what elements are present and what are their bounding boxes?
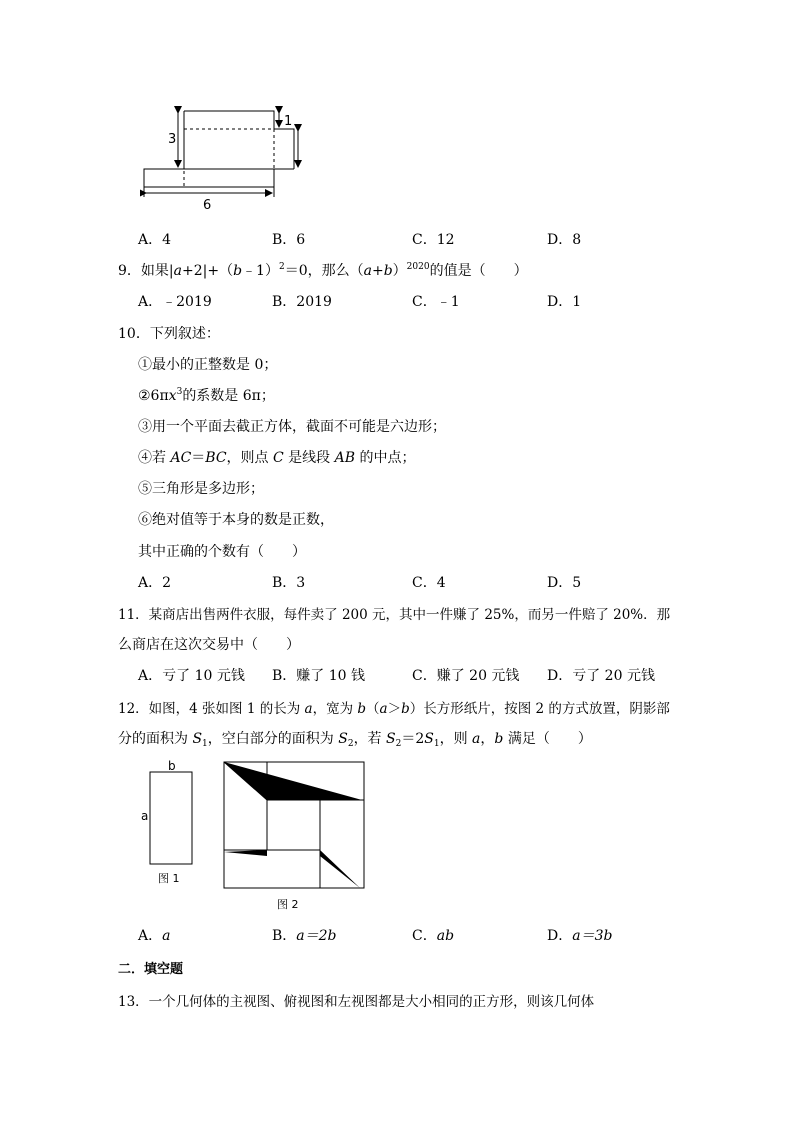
option-c[interactable]: C．ab: [412, 928, 455, 944]
fig1-caption: 图 1: [158, 872, 180, 885]
q10-statement-4: ④若 AC＝BC，则点 C 是线段 AB 的中点；: [138, 450, 416, 466]
option-d[interactable]: D．a＝3b: [547, 928, 613, 944]
option-a[interactable]: A．a: [138, 928, 171, 944]
q12-figure-1: [136, 758, 206, 888]
q8-label-1: 1: [284, 114, 293, 129]
option-c[interactable]: C．12: [412, 232, 455, 248]
q10-statement-5: ⑤三角形是多边形；: [138, 481, 264, 497]
option-a[interactable]: A．亏了 10 元钱: [138, 668, 245, 684]
fig1-label-b: b: [168, 759, 176, 773]
q10-stem: 10．下列叙述：: [118, 326, 220, 342]
q11-stem-line2: 么商店在这次交易中（ ）: [118, 637, 300, 653]
q12-stem-line2: 分的面积为 $S_1$，空白部分的面积为 $S_2$，若 $S_2=2S_1$，则 a，b 满足（ ）: [118, 731, 592, 749]
option-a[interactable]: A．4: [138, 232, 172, 248]
option-b[interactable]: B．a＝2b: [272, 928, 337, 944]
q8-label-3: 3: [168, 132, 177, 147]
q13-stem-line1: 13．一个几何体的主视图、俯视图和左视图都是大小相同的正方形，则该几何体: [118, 994, 595, 1010]
q8-label-6: 6: [203, 198, 212, 213]
option-c[interactable]: C．﹣1: [412, 294, 460, 310]
option-b[interactable]: B．赚了 10 钱: [272, 668, 366, 684]
option-d[interactable]: D．5: [547, 575, 582, 591]
fig2-caption: 图 2: [277, 898, 299, 911]
option-a[interactable]: A．﹣2019: [138, 294, 212, 310]
fig1-label-a: a: [141, 809, 149, 823]
q12-figure-2: [222, 760, 372, 915]
option-c[interactable]: C．4: [412, 575, 446, 591]
q10-statement-6: ⑥绝对值等于本身的数是正数，: [138, 512, 334, 528]
q10-statement-2: $②6\pi x^3$的系数是 6π；: [138, 387, 275, 404]
option-c[interactable]: C．赚了 20 元钱: [412, 668, 520, 684]
q9-stem: 9．如果|a+2|+（b﹣1）$^2$＝0，那么$(a+b)^{2020}$的值是（ ）: [118, 262, 528, 279]
q12-stem-line1: 12．如图，4 张如图 1 的长为 a，宽为 b（a＞b）长方形纸片，按图 2 的方式放置，阴影部: [118, 701, 670, 717]
q8-figure: [140, 103, 310, 213]
option-b[interactable]: B．3: [272, 575, 306, 591]
q10-statement-1: ①最小的正整数是 0；: [138, 357, 278, 373]
q10-question: 其中正确的个数有（ ）: [138, 544, 306, 560]
section-title: 二．填空题: [118, 962, 184, 977]
option-b[interactable]: B．6: [272, 232, 306, 248]
option-d[interactable]: D．8: [547, 232, 582, 248]
option-d[interactable]: D．亏了 20 元钱: [547, 668, 655, 684]
q10-statement-3: ③用一个平面去截正方体，截面不可能是六边形；: [138, 419, 446, 435]
q11-stem-line1: 11．某商店出售两件衣服，每件卖了 200 元，其中一件赚了 25%，而另一件赔了 20%．那: [118, 607, 671, 623]
option-a[interactable]: A．2: [138, 575, 172, 591]
option-d[interactable]: D．1: [547, 294, 582, 310]
option-b[interactable]: B．2019: [272, 294, 332, 310]
